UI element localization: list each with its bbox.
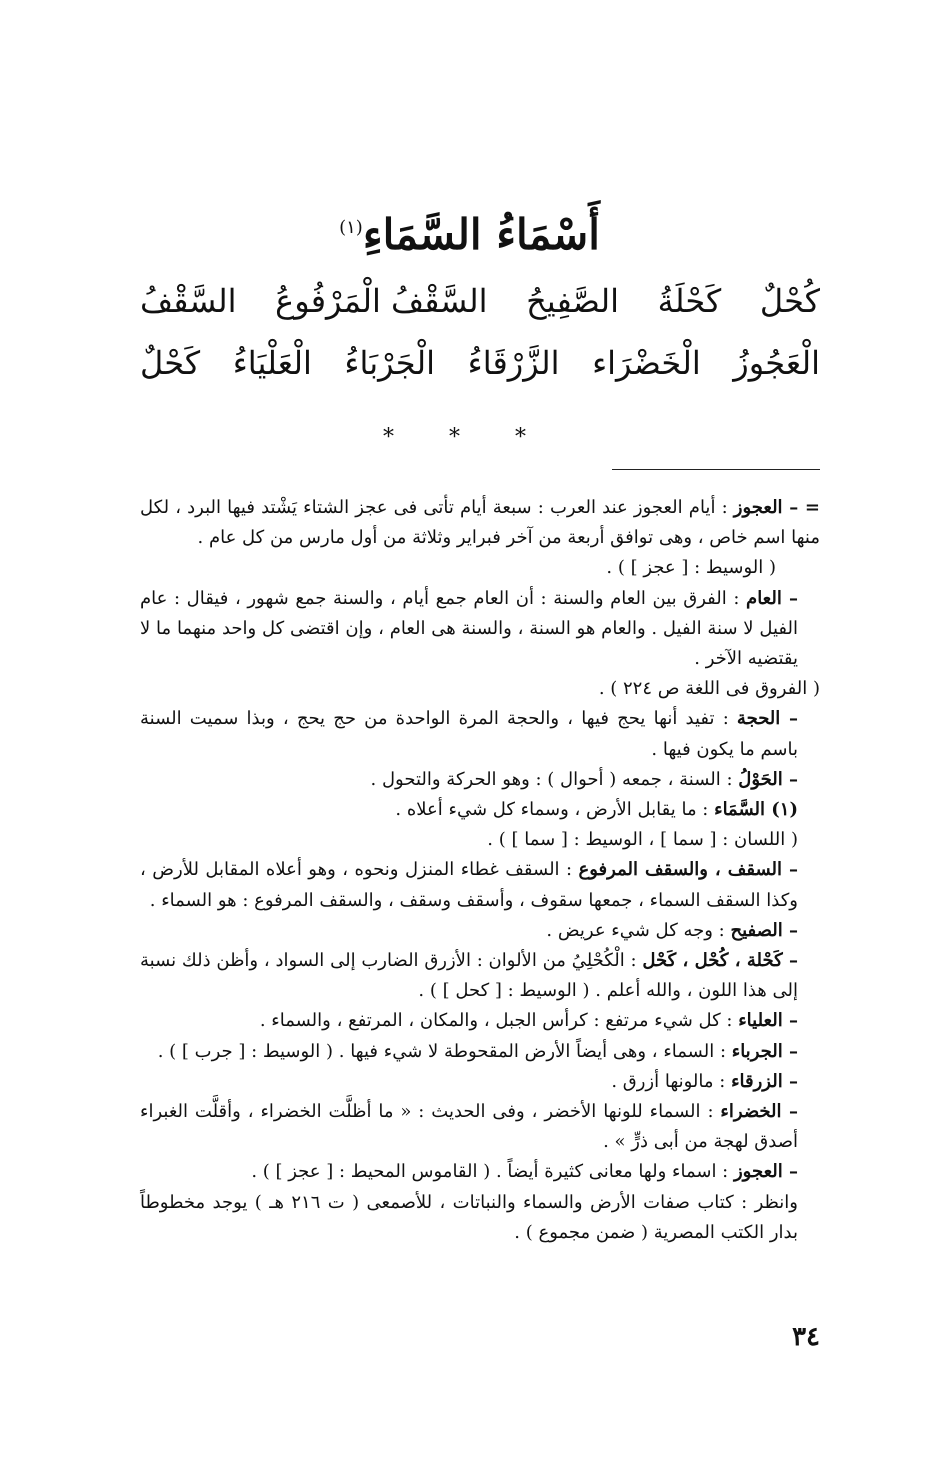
footnote-rule <box>612 469 820 470</box>
sky-name: الْخَضْرَاء <box>592 344 701 382</box>
sky-name: الْعَجُوزُ <box>733 344 820 382</box>
footnote-paragraph <box>140 493 820 553</box>
footnote-term: – كَحْلة ، كُحْل ، كَحْل <box>642 950 798 972</box>
footnote-term: – الحجة <box>736 708 799 730</box>
footnote-marker: (١) <box>339 217 363 238</box>
footnote-paragraph <box>140 1006 820 1036</box>
sky-name: الْجَرْبَاءُ <box>344 344 436 382</box>
footnote-text: : أيام العجوز عند العرب : سبعة أيام تأتى فى عجز الشتاء يَشْتد فيها البرد ، لكل منها اسم خاص ، وهى توافق أربعة من آخر فبراير وثلاثة من أول مارس من كل عام . <box>140 497 820 549</box>
footnote-text: : الْكُحْلِيُ من الألوان : الأزرق الضارب إلى السواد ، وأظن ذلك نسبة إلى هذا اللون ، والله أعلم . ( الوسيط : [ كحل ] ) . <box>140 950 798 1002</box>
footnote-text: : مالونها أزرق . <box>611 1070 732 1092</box>
sky-name: الصَّفِيحُ <box>526 282 620 320</box>
footnote-term: (١) السَّمَاء <box>714 799 798 821</box>
footnote-text: ( اللسان : [ سما ] ، الوسيط : [ سما ] ) . <box>487 829 798 851</box>
footnote-term: – العجوز <box>733 1161 798 1183</box>
page-number: ٣٤ <box>792 1322 820 1352</box>
section-separator: * * * <box>383 425 550 450</box>
sky-name: الزَّرْقَاءُ <box>467 344 560 382</box>
footnote-text: : الفرق بين العام والسنة : أن العام جمع أيام ، والسنة جمع شهور ، فيقال : عام الفيل لا سنة الفيل . والعام هو السنة ، والسنة هى العام ، وإن اقتضى كل واحد منهما ما لا يقتضيه الآخر . <box>140 587 798 670</box>
footnote-text: ( الوسيط : [ عجز ] ) . <box>606 557 776 579</box>
footnote-text: ( الفروق فى اللغة ص ٢٢٤ ) . <box>598 678 820 700</box>
footnote-term: – الجرباء <box>731 1040 798 1062</box>
page-title <box>0 212 933 258</box>
footnote-text: : ما يقابل الأرض ، وسماء كل شيء أعلاه . <box>395 799 715 821</box>
footnote-paragraph <box>140 1067 820 1097</box>
footnote-text: : كل شيء مرتفع : كرأس الجبل ، والمكان ، المرتفع ، والسماء . <box>259 1010 739 1032</box>
footnote-text: : تفيد أنها يحج فيها ، والحجة المرة الواحدة من حج يحج ، وبذا سميت السنة باسم ما يكون فيها . <box>140 708 798 760</box>
footnote-term: – الصفيح <box>730 919 798 941</box>
sky-name: السَّقْفُ <box>140 282 237 320</box>
footnote-term: – الحَوْلُ <box>738 768 798 790</box>
footnote-paragraph <box>140 1188 820 1248</box>
footnote-paragraph <box>140 1097 820 1157</box>
sky-name: السَّقْفُ الْمَرْفُوعُ <box>275 282 488 320</box>
footnote-paragraph <box>140 765 820 795</box>
sky-names-row-1 <box>140 282 820 320</box>
footnote-paragraph <box>140 855 820 915</box>
footnote-text: وانظر : كتاب صفات الأرض والسماء والنباتات ، للأصمعى ( ت ٢١٦ هـ ) يوجد مخطوطاً بدار الكتب المصرية ( ضمن مجموع ) . <box>140 1191 798 1243</box>
footnote-paragraph <box>140 704 820 764</box>
footnote-paragraph <box>140 946 820 1006</box>
footnote-text: : وجه كل شيء عريض . <box>546 919 731 941</box>
footnote-text: : السماء للونها الأخضر ، وفى الحديث : « ما أظلَّت الخضراء ، وأقلَّت الغبراء أصدق لهجة من أبى ذرٍّ » . <box>140 1101 798 1153</box>
footnotes <box>140 493 820 1248</box>
footnote-paragraph <box>140 553 820 583</box>
title-text: أَسْمَاءُ السَّمَاءِ <box>362 210 600 259</box>
footnote-term: – العام <box>746 587 798 609</box>
footnote-paragraph <box>140 795 820 825</box>
sky-name: كُحْلٌ <box>759 282 820 320</box>
footnote-term: – الزرقاء <box>731 1070 798 1092</box>
footnote-paragraph <box>140 584 820 675</box>
footnote-text: : السنة ، جمعه ( أحوال ) : وهو الحركة والتحول . <box>370 768 739 790</box>
footnote-paragraph <box>140 825 820 855</box>
footnote-term: – العلياء <box>738 1010 798 1032</box>
footnote-term: = – العجوز <box>733 497 820 518</box>
footnote-text: : اسماء ولها معانى كثيرة أيضاً . ( القاموس المحيط : [ عجز ] ) . <box>251 1161 734 1183</box>
footnote-text: : السماء ، وهى أيضاً الأرض المقحوطة لا شيء فيها . ( الوسيط : [ جرب ] ) . <box>157 1040 732 1062</box>
footnote-paragraph <box>140 1157 820 1187</box>
sky-name: كَحْلَةُ <box>657 282 722 320</box>
footnote-text: : السقف غطاء المنزل ونحوه ، وهو أعلاه المقابل للأرض ، وكذا السقف السماء ، جمعها سقوف ، وأسقف وسقف ، والسقف المرفوع : هو السماء . <box>140 859 798 911</box>
footnote-paragraph <box>140 674 820 704</box>
sky-name: كَحْلٌ <box>140 344 201 382</box>
footnote-paragraph <box>140 916 820 946</box>
sky-names-row-2 <box>140 344 820 382</box>
footnote-term: – الخضراء <box>720 1101 798 1123</box>
footnote-term: – السقف ، والسقف المرفوع <box>578 859 798 881</box>
sky-name: الْعَلْيَاءُ <box>232 344 312 382</box>
footnote-paragraph <box>140 1037 820 1067</box>
